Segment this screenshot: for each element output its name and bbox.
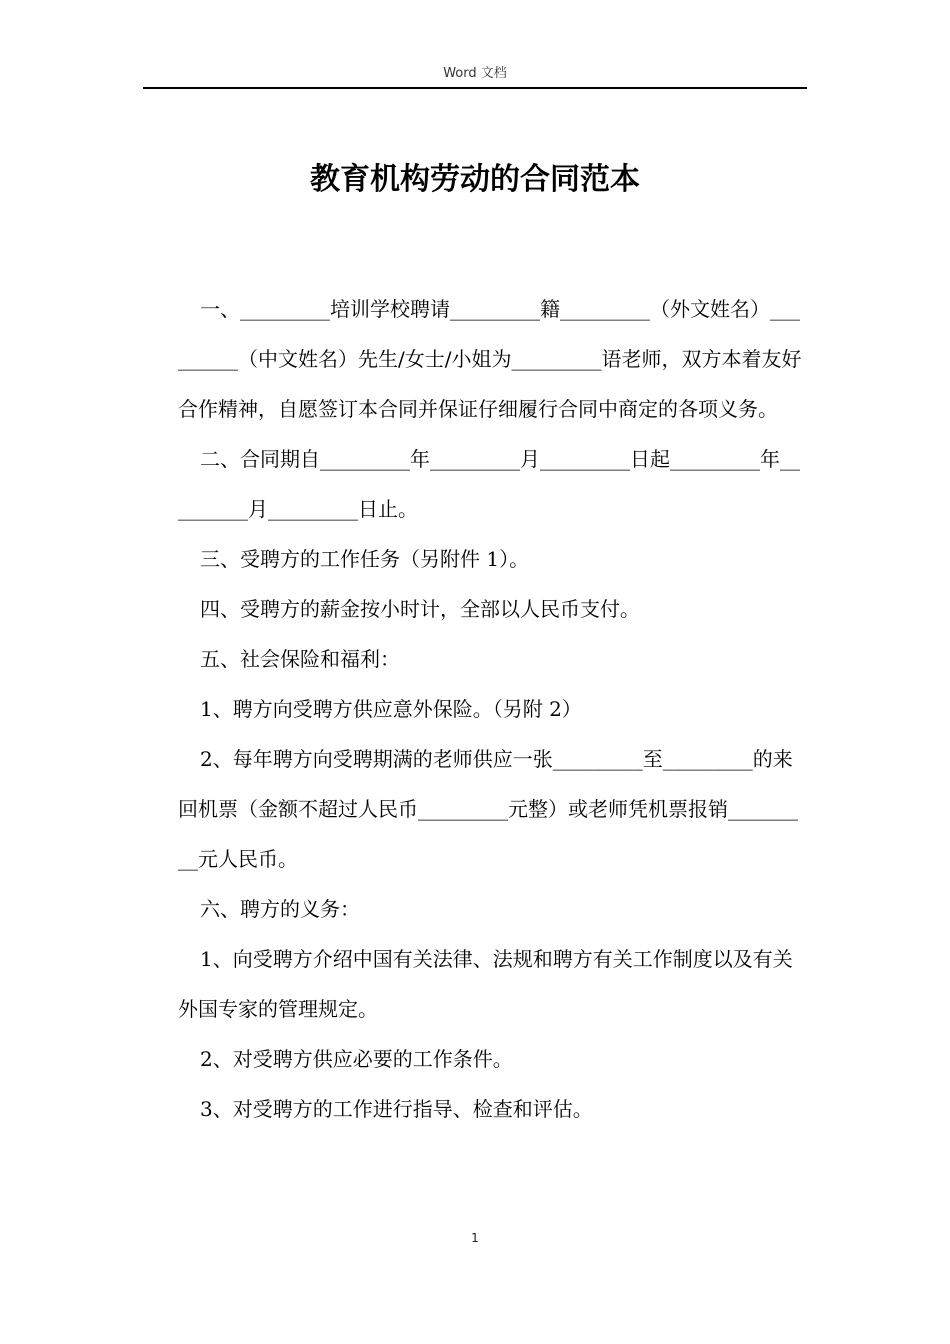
clause-1: 一、_________培训学校聘请_________籍_________（外文姓名）_________（中文姓名）先生/女士/小姐为_________语老师，双方本着友好合作精神，自愿签订本合同并保证仔细履行合同中商定的各项义务。 bbox=[178, 297, 802, 421]
clause-6-item-1: 1、向受聘方介绍中国有关法律、法规和聘方有关工作制度以及有关外国专家的管理规定。 bbox=[178, 947, 793, 1021]
clause-5-item-2: 2、每年聘方向受聘期满的老师供应一张_________至_________的来回机票（金额不超过人民币_________元整）或老师凭机票报销_________元人民币。 bbox=[178, 747, 798, 871]
clause-5-item-1: 1、聘方向受聘方供应意外保险。（另附 2） bbox=[200, 697, 582, 721]
document-title: 教育机构劳动的合同范本 bbox=[310, 162, 640, 197]
clause-6-item-2: 2、对受聘方供应必要的工作条件。 bbox=[200, 1047, 513, 1071]
page-header bbox=[143, 64, 807, 88]
document-body bbox=[178, 284, 806, 1134]
header-divider bbox=[143, 87, 807, 89]
clause-6-heading: 六、聘方的义务： bbox=[200, 897, 360, 921]
clause-6-item-3: 3、对受聘方的工作进行指导、检查和评估。 bbox=[200, 1097, 593, 1121]
clause-5-heading: 五、社会保险和福利： bbox=[200, 647, 400, 671]
clause-4: 四、受聘方的薪金按小时计，全部以人民币支付。 bbox=[200, 597, 640, 621]
page-number: 1 bbox=[471, 1231, 479, 1245]
clause-2: 二、合同期自_________年_________月_________日起_________年_________月_________日止。 bbox=[178, 447, 800, 521]
header-label: Word 文档 bbox=[443, 66, 507, 81]
clause-3: 三、受聘方的工作任务（另附件 1）。 bbox=[200, 547, 530, 571]
